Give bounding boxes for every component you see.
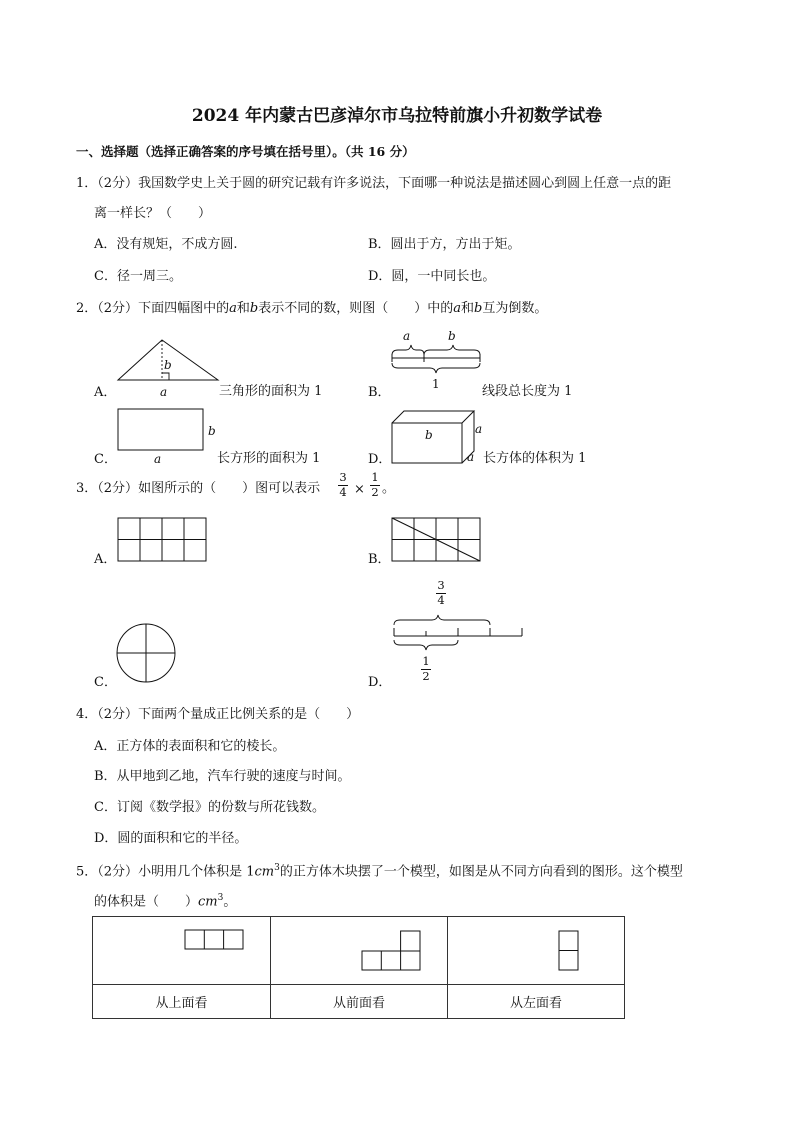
question-1-line1	[76, 177, 671, 190]
q4-option-b: B．从甲地到乙地，汽车行驶的速度与时间。	[94, 769, 351, 784]
question-stem: 表示不同的数，则图（ ）中的	[258, 301, 454, 316]
var-a: a	[453, 301, 461, 316]
var-b: b	[249, 301, 259, 316]
question-number: 1．	[76, 176, 98, 191]
left-view-cell	[448, 917, 625, 985]
question-score: （2分）	[97, 864, 139, 880]
q2-option-d-label: D．	[368, 452, 392, 467]
question-5-line1	[76, 864, 683, 878]
stem-and: 和	[236, 301, 250, 316]
q2-cuboid-figure	[390, 409, 484, 465]
q4-option-d: D．圆的面积和它的半径。	[94, 831, 248, 846]
stem-end: 。	[223, 894, 237, 910]
question-stem: 下面两个量成正比例关系的是（ ）	[138, 707, 360, 722]
label-a: a	[475, 422, 483, 436]
question-stem: 如图所示的（ ）图可以表示	[138, 481, 321, 496]
unit-cm: cm	[254, 864, 275, 880]
q1-option-d: D．圆，一中同长也。	[368, 269, 496, 284]
denominator: 4	[339, 484, 347, 499]
denominator: 2	[371, 484, 379, 499]
section-heading: 一、选择题（选择正确答案的序号填在括号里）。（共 16 分）	[76, 144, 415, 159]
q2-option-a-text: 三角形的面积为 1	[219, 384, 323, 399]
front-view-cell	[271, 917, 448, 985]
question-score: （2分）	[97, 481, 139, 496]
q1-option-c: C．径一周三。	[94, 269, 182, 284]
question-stem: 下面四幅图中的	[138, 301, 230, 316]
unit-exponent: 3	[217, 893, 224, 903]
times-sign: ×	[354, 482, 365, 497]
question-score: （2分）	[97, 176, 139, 191]
unit-exponent: 3	[274, 863, 280, 873]
question-number: 5．	[76, 864, 98, 880]
numerator: 3	[339, 470, 347, 484]
page-title: 2024 年内蒙古巴彦淖尔市乌拉特前旗小升初数学试卷	[191, 106, 603, 126]
question-stem: 的体积是（ ）	[94, 894, 199, 910]
question-stem: 的正方体木块摆了一个模型，如图是从不同方向看到的图形。这个模型	[279, 864, 683, 880]
label-a: a	[403, 329, 411, 343]
q2-option-a-label: A．	[94, 385, 117, 400]
label-one: 1	[432, 377, 440, 391]
fraction-three-quarters-label	[436, 580, 446, 606]
stem-end: 。	[382, 481, 396, 496]
view-label-left: 从左面看	[448, 985, 625, 1019]
q3-grid-figure-b	[391, 517, 483, 563]
denominator: 2	[422, 668, 430, 683]
label-a: a	[467, 450, 475, 464]
front-view-figure	[271, 917, 447, 984]
q2-option-b-text: 线段总长度为 1	[482, 384, 573, 399]
question-4-line1	[76, 708, 359, 721]
question-5-line2	[94, 894, 236, 908]
fraction-one-half	[370, 472, 380, 498]
question-score: （2分）	[97, 301, 139, 316]
stem-and: 和	[460, 301, 474, 316]
q2-option-b-label: B．	[368, 385, 391, 400]
question-number: 2．	[76, 301, 98, 316]
view-label-top: 从上面看	[93, 985, 271, 1019]
top-view-figure	[93, 917, 270, 984]
question-number: 3．	[76, 481, 98, 496]
question-stem: 互为倒数。	[482, 301, 548, 316]
q3-option-d-label: D．	[368, 675, 392, 690]
q3-segment-figure	[392, 612, 526, 656]
label-b: b	[448, 329, 456, 343]
var-a: a	[229, 301, 237, 316]
denominator: 4	[437, 592, 445, 607]
q2-segment-figure	[390, 326, 484, 391]
left-view-figure	[448, 917, 624, 984]
question-1-line2: 离一样长？（ ）	[94, 206, 212, 221]
question-score: （2分）	[97, 707, 139, 722]
label-a: a	[160, 385, 168, 399]
question-2-line1	[76, 302, 547, 315]
views-table	[92, 916, 625, 1019]
var-b: b	[473, 301, 483, 316]
fraction-one-half-label	[421, 656, 431, 682]
q3-option-a-label: A．	[94, 552, 117, 567]
q2-rectangle-figure	[116, 407, 216, 467]
question-stem: 我国数学史上关于圆的研究记载有许多说法，下面哪一种说法是描述圆心到圆上任意一点的距	[138, 176, 672, 191]
q2-triangle-figure	[116, 338, 222, 399]
q3-option-b-label: B．	[368, 552, 391, 567]
numerator: 3	[437, 578, 445, 592]
view-label-front: 从前面看	[271, 985, 448, 1019]
label-b: b	[208, 424, 216, 438]
q2-option-c-text: 长方形的面积为 1	[217, 451, 321, 466]
fraction-three-quarters	[338, 472, 348, 498]
q2-option-d-text: 长方体的体积为 1	[483, 451, 587, 466]
unit-cm: cm	[198, 894, 218, 910]
q3-grid-figure-a	[117, 517, 209, 563]
top-view-cell	[93, 917, 271, 985]
q1-option-b: B．圆出于方，方出于矩。	[368, 237, 521, 252]
numerator: 1	[371, 470, 379, 484]
q4-option-c: C．订阅《数学报》的份数与所花钱数。	[94, 800, 325, 815]
q4-option-a: A．正方体的表面积和它的棱长。	[94, 739, 286, 754]
q1-option-a: A．没有规矩，不成方圆.	[94, 237, 238, 252]
question-number: 4．	[76, 707, 98, 722]
label-b: b	[425, 428, 433, 442]
numerator: 1	[422, 654, 430, 668]
q3-circle-figure	[116, 623, 178, 685]
q3-option-c-label: C．	[94, 675, 117, 690]
label-b: b	[164, 358, 172, 372]
question-stem: 小明用几个体积是 1	[138, 864, 255, 880]
question-3-line1	[76, 482, 320, 495]
label-a: a	[154, 452, 162, 466]
q2-option-c-label: C．	[94, 452, 117, 467]
